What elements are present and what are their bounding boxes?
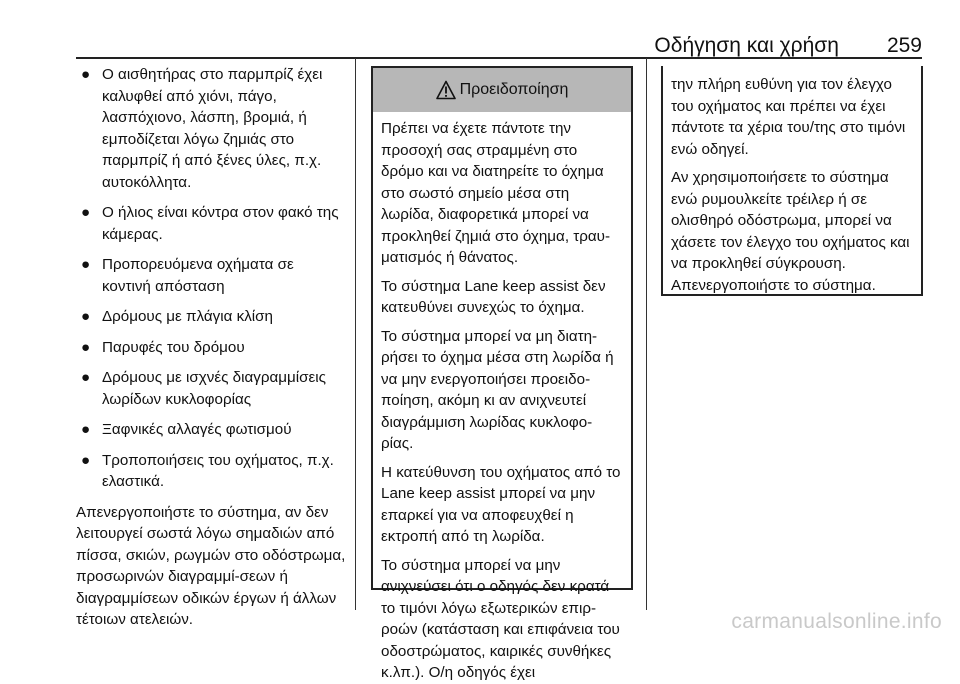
warning-header (373, 68, 631, 112)
warning-paragraph: Το σύστημα μπορεί να μην ανιχνεύσει ότι ο οδηγός δεν κρατά το τιμόνι λόγω εξωτερικών επιρ-ροών (κατάσταση και επιφάνεια του οδοστρώματος, καιρικές συνθήκες κ.λπ.). Ο/η οδηγός έχει (381, 556, 620, 681)
warning-paragraph: Το σύστημα μπορεί να μη διατη-ρήσει το όχημα μέσα στη λωρίδα ή να μην ενεργοποιήσει προειδο-ποίηση, ακόμη κι αν ανιχνευτεί διαγράμμιση λωρίδας κυκλοφο-ρίας. (381, 327, 614, 452)
bullet-icon: ● (81, 204, 91, 221)
list-item: ● Δρόμους με πλάγια κλίση (76, 306, 346, 328)
column-divider-1 (355, 58, 356, 610)
warning-body-continued (663, 66, 921, 296)
list-item: ● Δρόμους με ισχνές διαγραμμίσεις λωρίδων κυκλοφορίας (81, 369, 326, 408)
list-item: ● Παρυφές του δρόμου (76, 337, 346, 359)
section-title: Οδήγηση και χρήση (654, 34, 839, 57)
warning-box-continued (661, 66, 923, 296)
bullet-icon: ● (81, 66, 91, 83)
left-column (76, 64, 346, 631)
bullet-icon: ● (81, 338, 91, 356)
list-item: ● Προπορευόμενα οχήματα σε κοντινή απόσταση (81, 256, 294, 295)
warning-box (371, 66, 633, 681)
bullet-icon: ● (81, 308, 91, 325)
warning-triangle-icon (436, 80, 456, 100)
warning-body (373, 112, 631, 684)
header-rule (76, 57, 922, 59)
warning-paragraph: την πλήρη ευθύνη για τον έλεγχο του οχήματος και πρέπει να έχει πάντοτε τα χέρια του/της στο τιμόνι ενώ οδηγεί. (671, 76, 906, 158)
list-item: ● Ο αισθητήρας στο παρμπρίζ έχει καλυφθεί από χιόνι, πάγο, λασπόχιονο, λάσπη, βρομιά, ή εμποδίζεται λόγω ζημιάς στο παρμπρίζ ή από ξένες ύλες, π.χ. αυτοκόλλητα. (81, 66, 323, 191)
list-item: ● Ξαφνικές αλλαγές φωτισμού (76, 419, 346, 441)
watermark: carmanualsonline.info (731, 610, 942, 633)
page-number: 259 (886, 34, 922, 57)
body-paragraph: Απενεργοποιήστε το σύστημα, αν δεν λειτουργεί σωστά λόγω σημαδιών από πίσσα, σκιών, ρωγμών στο οδόστρωμα, προσωρινών διαγραμμί-σεων ή διαγραμμίσεων οδικών έργων ή άλλων τέτοιων ατελειών. (76, 503, 346, 628)
warning-paragraph: Πρέπει να έχετε πάντοτε την προσοχή σας στραμμένη στο δρόμο και να διατηρείτε το όχημα στο σωστό σημείο μέσα στη λωρίδα, διαφορετικά μπορεί να προκληθεί ζημιά στο όχημα, τραυ-ματισμός ή θάνατος. (381, 120, 611, 266)
list-item: ● Ο ήλιος είναι κόντρα στον φακό της κάμερας. (81, 204, 339, 243)
warning-paragraph: Αν χρησιμοποιήσετε το σύστημα ενώ ρυμουλκείτε τρέιλερ ή σε ολισθηρό οδόστρωμα, μπορεί να χάσετε τον έλεγχο του οχήματος και να προκληθεί σύγκρουση. Απενεργοποιήστε το σύστημα. (671, 169, 910, 294)
warning-paragraph: Το σύστημα Lane keep assist δεν κατευθύνει συνεχώς το όχημα. (381, 277, 606, 316)
warning-paragraph: Η κατεύθυνση του οχήματος από το Lane keep assist μπορεί να μην επαρκεί για να αποφευχθεί η εκτροπή από τη λωρίδα. (381, 463, 621, 545)
warning-title: Προειδοποίηση (459, 81, 569, 98)
bullet-icon: ● (81, 256, 91, 273)
list-item: ● Τροποποιήσεις του οχήματος, π.χ. ελαστικά. (81, 451, 334, 490)
bullet-icon: ● (81, 451, 91, 469)
bullet-icon: ● (81, 421, 91, 438)
bullet-icon: ● (81, 369, 91, 386)
column-divider-2 (646, 58, 647, 610)
